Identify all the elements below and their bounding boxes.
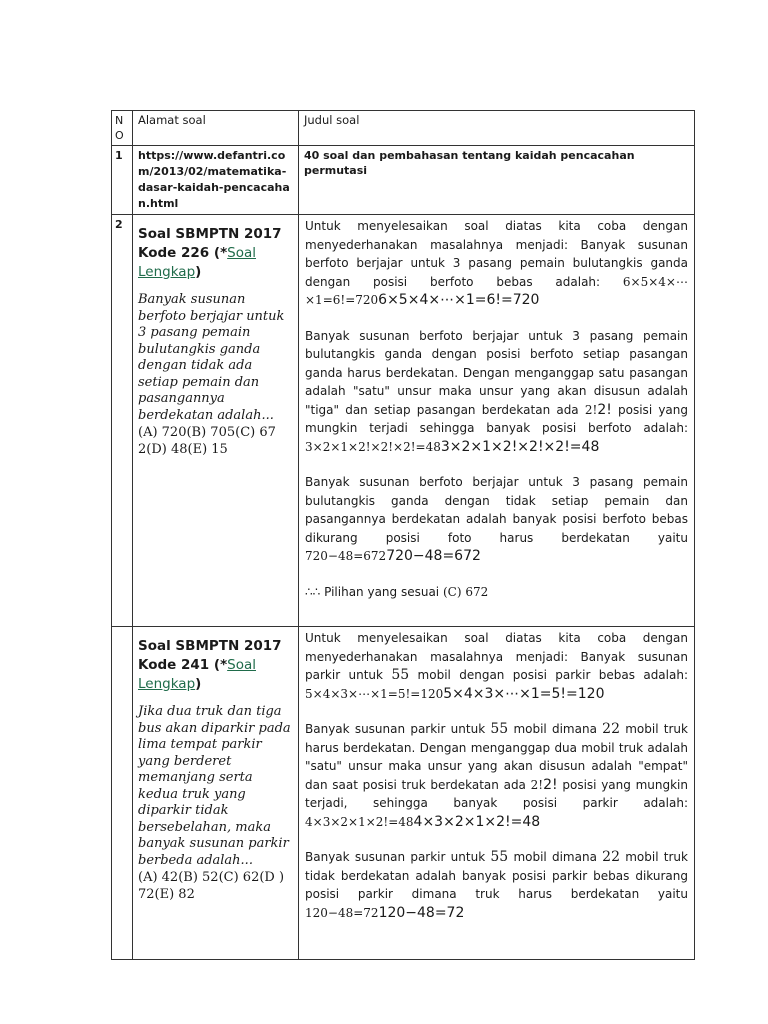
row2-no: 2 <box>112 215 133 627</box>
header-no: N O <box>112 111 133 146</box>
row3-step-1: Untuk menyelesaikan soal diatas kita coba dengan menyederhanakan masalahnya menjadi: Banyak susunan parkir untuk 55 mobil dengan posisi parkir bebas adalah: 5×4×3×⋯×1=5!=1205×4×3×⋯×1=5!=120 <box>305 631 688 702</box>
table-row-2 <box>112 215 695 627</box>
row3-question-cell <box>133 627 299 960</box>
row2-options: (A) 720(B) 705(C) 67 2(D) 48(E) 15 <box>138 425 276 457</box>
row3-options: (A) 42(B) 52(C) 62(D ) 72(E) 82 <box>138 870 285 902</box>
soal-lengkap-link[interactable]: Soal Lengkap <box>138 657 256 692</box>
header-judul: Judul soal <box>299 111 695 146</box>
row2-step-1: Untuk menyelesaikan soal diatas kita coba dengan menyederhanakan masalahnya menjadi: Banyak susunan berfoto berjajar untuk 3 pasang pemain bulutangkis ganda dengan posisi berfoto bebas adalah: 6×5×4×⋯×1=6!=7206×5×4×⋯×1=6!=720 <box>305 219 688 308</box>
soal-lengkap-link[interactable]: Soal Lengkap <box>138 245 256 280</box>
table-row-3 <box>112 627 695 960</box>
row2-step-3: Banyak susunan berfoto berjajar untuk 3 pasang pemain bulutangkis ganda dengan tidak setiap pemain dan pasangannya berdekatan adalah banyak posisi berfoto bebas dikurang posisi foto harus berdekatan yaitu 720−48=672720−48=672 <box>305 475 688 564</box>
row2-question: Banyak susunan berfoto berjajar untuk 3 pasang pemain bulutangkis ganda dengan tidak ada setiap pemain dan pasangannya berdekatan adalah... <box>138 292 285 423</box>
row2-title: Soal SBMPTN 2017 Kode 226 (*Soal Lengkap) <box>138 226 282 280</box>
row3-question: Jika dua truk dan tiga bus akan diparkir pada lima tempat parkir yang berderet memanjang serta kedua truk yang diparkir tidak bersebelahan, maka banyak susunan parkir berbeda adalah... <box>138 704 291 868</box>
row1-no: 1 <box>112 146 133 215</box>
table-header-row <box>112 111 695 146</box>
row3-answer-cell <box>299 627 695 960</box>
row3-step-3: Banyak susunan parkir untuk 55 mobil dimana 22 mobil truk tidak berdekatan adalah banyak posisi parkir bebas dikurang posisi parkir dimana truk harus berdekatan yaitu 120−48=72120−48=72 <box>305 849 688 921</box>
row2-answer-cell <box>299 215 695 627</box>
row3-no <box>112 627 133 960</box>
header-alamat: Alamat soal <box>133 111 299 146</box>
table-row-1 <box>112 146 695 215</box>
soal-table <box>111 110 695 960</box>
row1-url[interactable]: https://www.defantri.com/2013/02/matematika-dasar-kaidah-pencacahan.html <box>133 146 299 215</box>
row3-step-2: Banyak susunan parkir untuk 55 mobil dimana 22 mobil truk harus berdekatan. Dengan menganggap dua mobil truk adalah "satu" unsur maka unsur yang akan disusun adalah "empat" dan saat posisi truk berdekatan ada 2!2! posisi yang mungkin terjadi, sehingga banyak posisi parkir adalah: 4×3×2×1×2!=484×3×2×1×2!=48 <box>305 721 688 830</box>
row1-judul: 40 soal dan pembahasan tentang kaidah pencacahan permutasi <box>299 146 695 215</box>
row2-conclusion: ∴∴ Pilihan yang sesuai (C) 672 <box>305 584 489 599</box>
row2-question-cell <box>133 215 299 627</box>
row3-title: Soal SBMPTN 2017 Kode 241 (*Soal Lengkap) <box>138 638 282 692</box>
row2-step-2: Banyak susunan berfoto berjajar untuk 3 pasang pemain bulutangkis ganda dengan posisi berfoto setiap pasangan ganda harus berdekatan. Dengan menganggap satu pasangan adalah "satu" unsur maka unsur yang akan disusun adalah "tiga" dan setiap pasangan berdekatan ada 2!2! posisi yang mungkin terjadi sehingga banyak posisi berfoto adalah: 3×2×1×2!×2!×2!=483×2×1×2!×2!×2!=48 <box>305 328 688 455</box>
